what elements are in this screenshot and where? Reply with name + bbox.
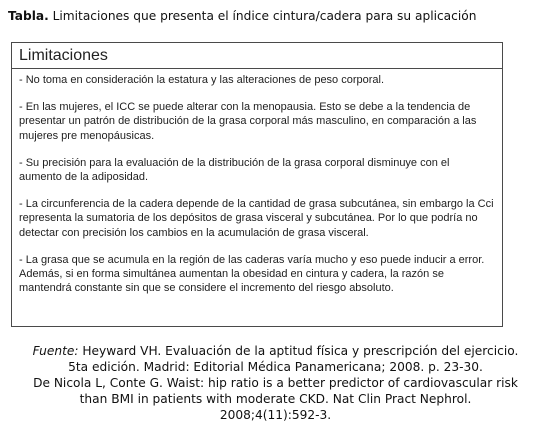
table-header: Limitaciones bbox=[12, 43, 502, 69]
table-row: - Su precisión para la evaluación de la distribución de la grasa corporal disminuye con el aumento de la adiposidad. bbox=[19, 156, 450, 184]
table-row: - En las mujeres, el ICC se puede alterar con la menopausia. Esto se debe a la tendencia de presentar un patrón de distribución de la grasa corporal más masculino, en comparación a las mujeres pre menopáusicas. bbox=[19, 101, 477, 142]
source-line-2: 5ta edición. Madrid: Editorial Médica Panamericana; 2008. p. 23-30. bbox=[68, 360, 483, 374]
source-line-1 bbox=[2, 343, 549, 359]
source-citation bbox=[2, 343, 549, 423]
table-body bbox=[12, 69, 502, 295]
limitations-table bbox=[11, 42, 503, 327]
source-line-3: De Nicola L, Conte G. Waist: hip ratio is a better predictor of cardiovascular risk bbox=[33, 376, 518, 390]
caption-label: Tabla. bbox=[8, 9, 49, 23]
source-line-4: than BMI in patients with moderate CKD. Nat Clin Pract Nephrol. bbox=[79, 392, 472, 406]
table-caption bbox=[8, 8, 548, 24]
caption-text: Limitaciones que presenta el índice cintura/cadera para su aplicación bbox=[48, 9, 477, 23]
source-line-5: 2008;4(11):592-3. bbox=[219, 408, 332, 422]
table-row: - La circunferencia de la cadera depende de la cantidad de grasa subcutánea, sin embargo la Cci representa la sumatoria de los depósitos de grasa visceral y subcutánea. Por lo que podría no detectar con precisión los cambios en la acumulación de grasa visceral. bbox=[19, 198, 494, 239]
table-row: - No toma en consideración la estatura y las alteraciones de peso corporal. bbox=[19, 74, 385, 86]
source-text-1: Heyward VH. Evaluación de la aptitud física y prescripción del ejercicio. bbox=[78, 344, 519, 358]
table-row: - La grasa que se acumula en la región de las caderas varía mucho y eso puede inducir a error. Además, si en forma simultánea aumentan la obesidad en cintura y cadera, la razón se mantendrá constante sin que se considere el incremento del riesgo absoluto. bbox=[19, 253, 485, 295]
source-label: Fuente: bbox=[32, 344, 79, 358]
